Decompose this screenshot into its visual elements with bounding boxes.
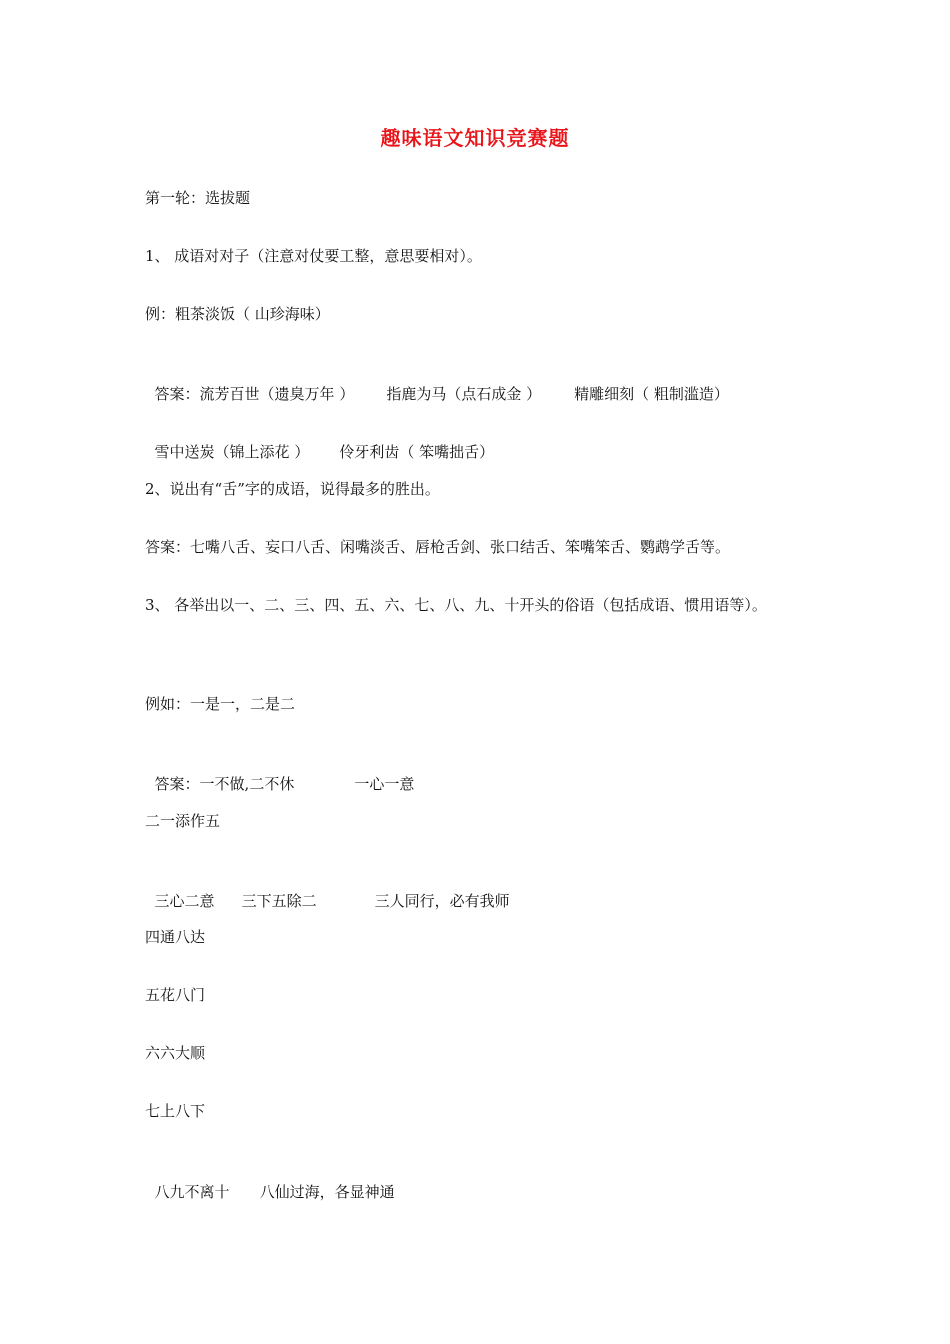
answer-pair: 答案：流芳百世（遗臭万年 ）: [154, 385, 355, 403]
question-1-answer-row-2: [145, 419, 494, 463]
answer-pair: 指鹿为马（点石成金 ）: [386, 385, 542, 403]
question-3-answer-row-1: [145, 751, 414, 795]
answer-pair: 雪中送炭（锦上添花 ）: [154, 443, 310, 461]
document-title: 趣味语文知识竞赛题: [380, 126, 570, 150]
question-2-prompt: 2、说出有“舌”字的成语，说得最多的胜出。: [145, 480, 440, 498]
saying: 三心二意: [154, 892, 215, 910]
saying-line-8: [145, 1159, 395, 1203]
question-1-example: 例：粗茶淡饭（ 山珍海味）: [145, 305, 330, 323]
answer-pair: 精雕细刻（ 粗制滥造）: [574, 385, 729, 403]
saying: 答案：一不做,二不休: [154, 775, 295, 793]
answer-pair: 伶牙利齿（ 笨嘴拙舌）: [339, 443, 495, 461]
saying: 三下五除二: [241, 892, 317, 910]
saying: 八仙过海，各显神通: [259, 1183, 395, 1201]
question-1-prompt: 1、 成语对对子（注意对仗要工整，意思要相对）。: [145, 247, 482, 265]
question-3-prompt: 3、 各举出以一、二、三、四、五、六、七、八、九、十开头的俗语（包括成语、惯用语等）。: [145, 596, 767, 614]
saying: 八九不离十: [154, 1183, 230, 1201]
question-3-example: 例如：一是一，二是二: [145, 695, 296, 713]
saying: 三人同行，必有我师: [374, 892, 510, 910]
saying-line-2: 二一添作五: [145, 812, 221, 830]
saying-line-5: 五花八门: [145, 986, 206, 1004]
saying-line-7: 七上八下: [145, 1102, 206, 1120]
saying-line-3: [145, 868, 510, 912]
saying-line-4: 四通八达: [145, 928, 206, 946]
saying-line-6: 六六大顺: [145, 1044, 206, 1062]
round-heading: 第一轮：选拔题: [145, 189, 251, 207]
question-1-answer-row-1: [145, 361, 729, 405]
saying: 一心一意: [354, 775, 415, 793]
question-2-answer: 答案：七嘴八舌、妄口八舌、闲嘴淡舌、唇枪舌剑、张口结舌、笨嘴笨舌、鹦鹉学舌等。: [145, 538, 731, 556]
